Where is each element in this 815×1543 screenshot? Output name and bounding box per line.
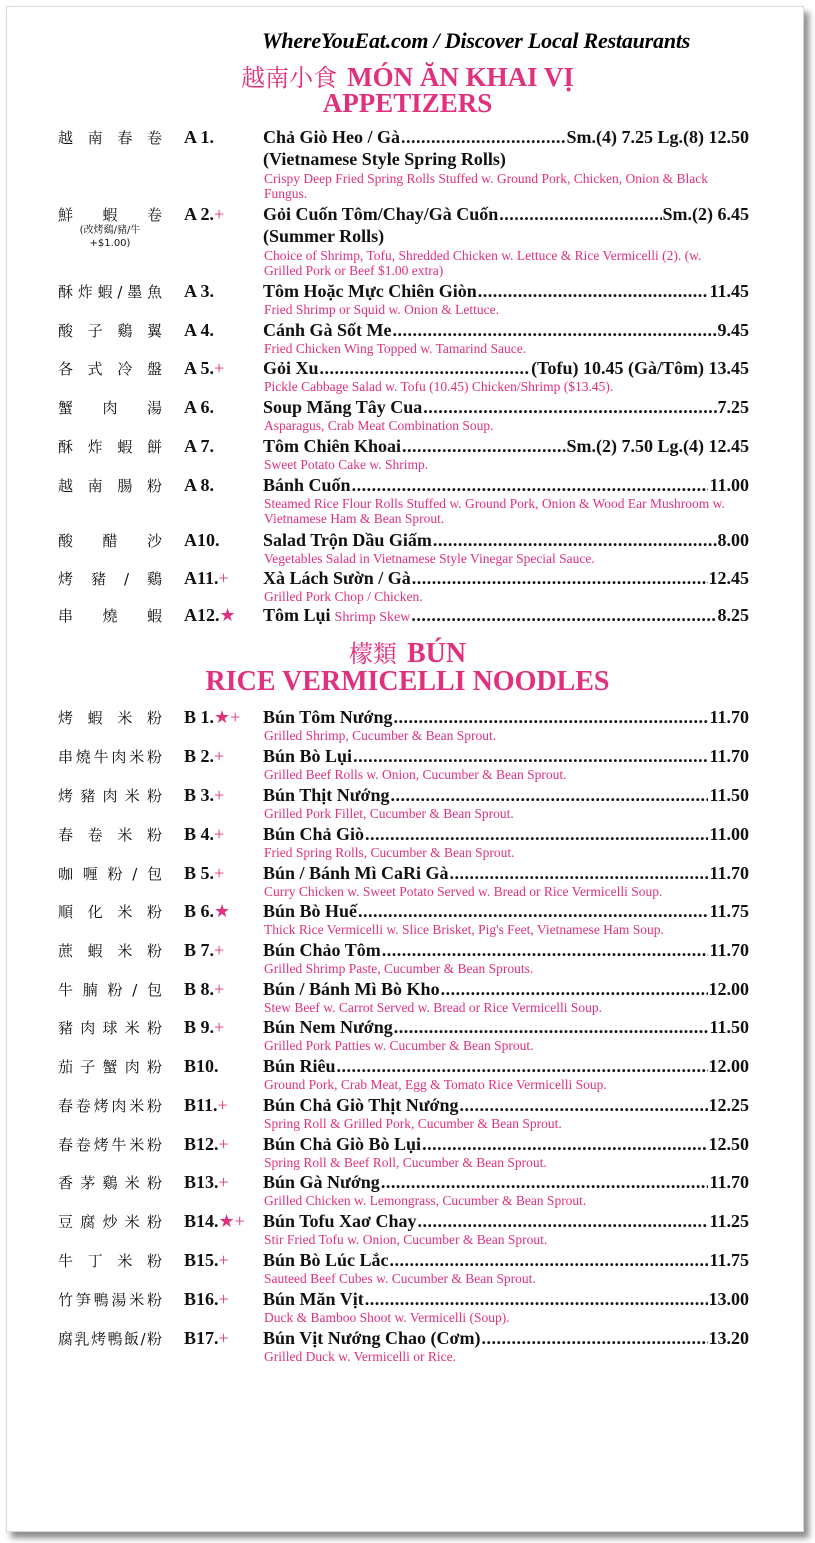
dot-leader [478,281,709,302]
item-price: 8.00 [717,530,749,550]
item-description: Curry Chicken w. Sweet Potato Served w. Bread or Rice Vermicelli Soup. [264,884,663,899]
dot-leader [460,1095,708,1116]
item-code [184,1134,229,1155]
item-description: Grilled Beef Rolls w. Onion, Cucumber & Bean Sprout. [264,767,567,782]
dot-leader [450,863,709,884]
item-mark-icon: + [214,1017,225,1037]
dot-leader [393,320,717,341]
item-code-label: B 6. [184,901,215,921]
item-description: Ground Pork, Crab Meat, Egg & Tomato Rice Vermicelli Soup. [264,1077,607,1092]
item-name-line [263,746,749,767]
item-code [184,901,230,922]
item-code [184,1095,228,1116]
item-name-line [263,204,749,225]
item-name: Bún Nem Nướng [263,1017,393,1037]
item-description: Stir Fried Tofu w. Onion, Cucumber & Bean Sprout. [264,1232,548,1247]
item-code-label: B17. [184,1328,219,1348]
item-name-line [263,436,749,457]
item-chinese-name: 春卷烤牛米粉 [58,1136,162,1154]
appetizers-title-en: APPETIZERS [322,88,493,118]
item-description: Grilled Pork Chop / Chicken. [264,589,423,604]
item-name-line [263,568,749,589]
item-name: Bún Gà Nướng [263,1172,380,1192]
item-name: Cánh Gà Sốt Me [263,320,392,340]
item-code-label: B 8. [184,979,215,999]
item-chinese-name: 春卷米粉 [58,826,162,844]
item-name: Soup Măng Tây Cua [263,397,423,417]
item-name-line [263,358,749,379]
item-mark-icon: + [217,1095,228,1115]
item-code-label: B 3. [184,785,215,805]
appetizers-title-cn: 越南小食 [241,64,338,92]
appetizers-title-vn: MÓN ĂN KHAI VỊ [347,62,574,92]
item-price: 11.70 [709,863,749,883]
dot-leader [391,785,709,806]
item-price: 11.75 [709,1250,749,1270]
item-name-line [263,530,749,551]
item-chinese-name: 烤豬/鷄 [58,570,162,588]
item-code [184,785,224,806]
item-price: 12.00 [708,979,749,999]
item-mark-icon: ★+ [214,707,241,727]
item-name: Tôm Hoặc Mực Chiên Giòn [263,281,477,301]
dot-leader [337,1056,708,1077]
item-code [184,127,214,148]
item-mark-icon: + [214,824,225,844]
item-price: Sm.(2) 6.45 [662,204,749,224]
item-chinese-name: 酸 醋 沙 [58,532,162,550]
item-mark-icon: + [214,863,225,883]
item-code [184,204,224,225]
item-name-line [263,1056,749,1077]
item-chinese-name: 咖喱粉/包 [58,865,162,883]
item-code [184,940,224,961]
item-code-label: B12. [184,1134,219,1154]
item-code-label: A 5. [184,358,215,378]
item-code [184,530,220,551]
dot-leader [441,979,708,1000]
item-mark-icon: + [214,746,225,766]
item-price: 8.25 [717,605,749,625]
item-code-label: B10. [184,1056,219,1076]
item-name-line [263,1250,749,1271]
item-code [184,1289,229,1310]
item-mark-icon: + [214,940,225,960]
item-name: Bún Bò Lúc Lắc [263,1250,389,1270]
item-price: 11.70 [709,707,749,727]
item-name: Gỏi Cuốn Tôm/Chay/Gà Cuốn [263,204,499,224]
dot-leader [352,475,709,496]
item-mark-icon: + [214,979,225,999]
item-chinese-name: 酸子鷄翼 [58,322,162,340]
dot-leader [411,605,716,626]
dot-leader [401,127,565,148]
item-description: Asparagus, Crab Meat Combination Soup. [264,418,494,433]
item-code-label: A 4. [184,320,215,340]
item-price: Sm.(4) 7.25 Lg.(8) 12.50 [566,127,749,147]
item-price: 11.70 [709,1172,749,1192]
dot-leader [390,1250,709,1271]
item-description: Steamed Rice Flour Rolls Stuffed w. Ground Pork, Onion & Wood Ear Mushroom w. Vietnamese Ham & Bean Sprout. [264,496,725,526]
item-name: Salad Trộn Dầu Giấm [263,530,432,550]
item-note: Shrimp Skew [334,610,411,625]
dot-leader [320,358,531,379]
item-name-line [263,901,749,922]
item-price: 11.00 [709,475,749,495]
item-description: Spring Roll & Grilled Pork, Cucumber & Bean Sprout. [264,1116,562,1131]
item-name: Bún Tôm Nướng [263,707,393,727]
item-subname: (Summer Rolls) [263,226,385,246]
item-name: Tôm Lụi [263,605,331,625]
item-code-label: A 1. [184,127,215,147]
dot-leader [394,1017,709,1038]
item-price: 7.25 [717,397,749,417]
noodles-title [0,634,815,670]
item-description: Grilled Chicken w. Lemongrass, Cucumber & Bean Sprout. [264,1193,587,1208]
item-code-label: A10. [184,530,220,550]
item-mark-icon: + [218,1134,229,1154]
item-description: Grilled Duck w. Vermicelli or Rice. [264,1349,456,1364]
item-code-label: B 1. [184,707,215,727]
item-mark-icon: ★ [219,605,236,625]
item-name: Bún Riêu [263,1056,336,1076]
item-name: Bún Măn Vịt [263,1289,364,1309]
item-name-line [263,1095,749,1116]
item-name: Bún Tofu Xaơ Chay [263,1211,417,1231]
item-mark-icon: + [218,1328,229,1348]
item-name: Bún Thịt Nướng [263,785,390,805]
dot-leader [402,436,565,457]
item-mark-icon: ★ [214,901,231,921]
item-name: Bánh Cuốn [263,475,351,495]
item-price: 11.00 [709,824,749,844]
item-description: Pickle Cabbage Salad w. Tofu (10.45) Chicken/Shrimp ($13.45). [264,379,614,394]
item-code [184,397,214,418]
item-price: 12.45 [708,568,749,588]
item-name-line [263,1328,749,1349]
item-code [184,320,214,341]
item-chinese-name: 鮮 蝦 卷 [58,206,162,224]
item-price: 11.25 [709,1211,749,1231]
item-code [184,1017,224,1038]
item-name: Chả Giò Heo / Gà [263,127,401,147]
item-chinese-name: 各式冷盤 [58,360,162,378]
noodles-title-en: RICE VERMICELLI NOODLES [205,666,610,697]
item-code [184,1056,219,1077]
item-chinese-name: 香茅鷄米粉 [58,1174,162,1192]
item-chinese-name: 烤豬肉米粉 [58,787,162,805]
item-name: Bún Chả Giò [263,824,365,844]
item-code-label: A 2. [184,204,215,224]
item-description: Spring Roll & Beef Roll, Cucumber & Bean Sprout. [264,1155,547,1170]
item-description: Choice of Shrimp, Tofu, Shredded Chicken w. Lettuce & Rice Vermicelli (2). (w. Grilled Pork or Beef $1.00 extra) [264,248,702,278]
item-price: 12.50 [708,1134,749,1154]
dot-leader [423,397,716,418]
item-code-label: A 7. [184,436,215,456]
dot-leader [418,1211,709,1232]
item-name: Bún / Bánh Mì Bò Kho [263,979,440,999]
item-code-label: A11. [184,568,219,588]
dot-leader [382,940,709,961]
item-name-line [263,281,749,302]
item-name-line [263,863,749,884]
item-subname: (Vietnamese Style Spring Rolls) [263,149,506,169]
item-code-label: B 7. [184,940,215,960]
item-price: 11.70 [709,940,749,960]
item-code-label: B 2. [184,746,215,766]
item-description: Vegetables Salad in Vietnamese Style Vinegar Special Sauce. [264,551,595,566]
item-code-label: B16. [184,1289,219,1309]
item-code-label: B 9. [184,1017,215,1037]
item-code [184,746,224,767]
item-name: Bún Bò Huế [263,901,358,921]
item-chinese-name: 越南春卷 [58,129,162,147]
item-name-line [263,605,749,626]
item-chinese-name: 腐乳烤鴨飯/粉 [58,1330,162,1348]
item-chinese-note: (改烤鷄/豬/牛 +$1.00) [79,225,141,249]
item-code [184,1250,229,1271]
item-code [184,1211,245,1232]
item-name-line [263,1172,749,1193]
item-name-line [263,397,749,418]
dot-leader [412,568,708,589]
item-code [184,1328,229,1349]
dot-leader [433,530,717,551]
item-mark-icon: + [218,568,229,588]
item-description: Stew Beef w. Carrot Served w. Bread or Rice Vermicelli Soup. [264,1000,603,1015]
item-name: Xà Lách Sườn / Gà [263,568,411,588]
item-code-label: B 5. [184,863,215,883]
item-chinese-name: 牛丁米粉 [58,1252,162,1270]
item-description: Sweet Potato Cake w. Shrimp. [264,457,429,472]
item-chinese-name: 越南腸粉 [58,477,162,495]
item-price: 9.45 [717,320,749,340]
item-description: Grilled Pork Patties w. Cucumber & Bean Sprout. [264,1038,534,1053]
item-description: Grilled Shrimp, Cucumber & Bean Sprout. [264,728,497,743]
noodles-title-cn: 檬類 [348,640,397,668]
dot-leader [422,1134,707,1155]
item-name-line [263,475,749,496]
item-price: 11.50 [709,1017,749,1037]
item-price: 13.20 [708,1328,749,1348]
item-mark-icon: + [214,358,225,378]
item-chinese-name: 酥炸蝦餅 [58,438,162,456]
item-price: 12.00 [708,1056,749,1076]
dot-leader [381,1172,709,1193]
item-code-label: B11. [184,1095,218,1115]
item-name-line [263,824,749,845]
item-name-line [263,785,749,806]
item-chinese-name: 蔗蝦米粉 [58,942,162,960]
item-chinese-name: 牛腩粉/包 [58,981,162,999]
item-code-label: B14. [184,1211,219,1231]
item-code [184,824,224,845]
item-description: Fried Chicken Wing Topped w. Tamarind Sauce. [264,341,527,356]
dot-leader [499,204,661,225]
item-name: Bún Bò Lụi [263,746,353,766]
dot-leader [358,901,708,922]
item-name-line [263,979,749,1000]
item-description: Fried Shrimp or Squid w. Onion & Lettuce. [264,302,499,317]
item-chinese-name: 蟹 肉 湯 [58,399,162,417]
item-chinese-name: 竹笋鴨湯米粉 [58,1291,162,1309]
item-name: Bún Chảo Tôm [263,940,381,960]
item-code [184,707,240,728]
item-name-line [263,1134,749,1155]
item-code [184,475,214,496]
item-mark-icon: ★+ [218,1211,245,1231]
item-name-line [263,707,749,728]
item-code-label: B 4. [184,824,215,844]
item-code-label: B15. [184,1250,219,1270]
item-description: Duck & Bamboo Shoot w. Vermicelli (Soup). [264,1310,510,1325]
item-chinese-name: 春卷烤肉米粉 [58,1097,162,1115]
item-price: 12.25 [708,1095,749,1115]
dot-leader [393,707,708,728]
item-price: (Tofu) 10.45 (Gà/Tôm) 13.45 [531,358,749,378]
item-chinese-name: 烤蝦米粉 [58,709,162,727]
noodles-title-vn: BÚN [406,638,467,669]
item-price: 11.50 [709,785,749,805]
item-name: Bún Chả Giò Thịt Nướng [263,1095,459,1115]
item-code-label: A 6. [184,397,215,417]
item-name: Bún / Bánh Mì CaRi Gà [263,863,449,883]
item-name-line [263,320,749,341]
item-name-line [263,940,749,961]
dot-leader [365,824,708,845]
item-price: 11.75 [709,901,749,921]
item-code [184,568,229,589]
item-mark-icon: + [218,1172,229,1192]
item-description: Crispy Deep Fried Spring Rolls Stuffed w. Ground Pork, Chicken, Onion & Black Fungus. [264,171,708,201]
item-code [184,605,236,626]
item-code [184,1172,229,1193]
item-name: Bún Chả Giò Bò Lụi [263,1134,422,1154]
item-code-label: A12. [184,605,220,625]
item-mark-icon: + [214,785,225,805]
item-chinese-name: 豬肉球米粉 [58,1019,162,1037]
item-name: Tôm Chiên Khoai [263,436,402,456]
dot-leader [365,1289,708,1310]
item-chinese-name: 串燒牛肉米粉 [58,748,162,766]
item-price: Sm.(2) 7.50 Lg.(4) 12.45 [566,436,749,456]
item-name: Gỏi Xu [263,358,319,378]
item-chinese-name: 茄子蟹肉粉 [58,1058,162,1076]
item-chinese-name: 順化米粉 [58,903,162,921]
item-name-line [263,1211,749,1232]
item-name-line [263,127,749,148]
site-banner: WhereYouEat.com / Discover Local Restaurants [262,28,691,53]
item-code-label: A 8. [184,475,215,495]
item-price: 11.70 [709,746,749,766]
item-code [184,281,214,302]
item-description: Grilled Shrimp Paste, Cucumber & Bean Sprouts. [264,961,534,976]
item-code [184,979,224,1000]
item-name-line [263,1017,749,1038]
item-mark-icon: + [218,1250,229,1270]
item-price: 11.45 [709,281,749,301]
item-chinese-name: 豆腐炒米粉 [58,1213,162,1231]
item-description: Sauteed Beef Cubes w. Cucumber & Bean Sprout. [264,1271,536,1286]
item-price: 13.00 [708,1289,749,1309]
item-description: Thick Rice Vermicelli w. Slice Brisket, Pig's Feet, Vietnamese Ham Soup. [264,922,664,937]
item-description: Fried Spring Rolls, Cucumber & Bean Sprout. [264,845,515,860]
item-code [184,358,224,379]
item-name: Bún Vịt Nướng Chao (Cơm) [263,1328,481,1348]
item-code [184,436,214,457]
item-mark-icon: + [214,204,225,224]
item-code-label: A 3. [184,281,215,301]
item-code-label: B13. [184,1172,219,1192]
item-name-line [263,1289,749,1310]
item-code [184,863,224,884]
dot-leader [481,1328,707,1349]
item-chinese-name: 酥炸蝦/墨魚 [58,283,162,301]
item-mark-icon: + [218,1289,229,1309]
dot-leader [353,746,708,767]
item-chinese-name: 串 燒 蝦 [58,607,162,625]
item-description: Grilled Pork Fillet, Cucumber & Bean Sprout. [264,806,514,821]
